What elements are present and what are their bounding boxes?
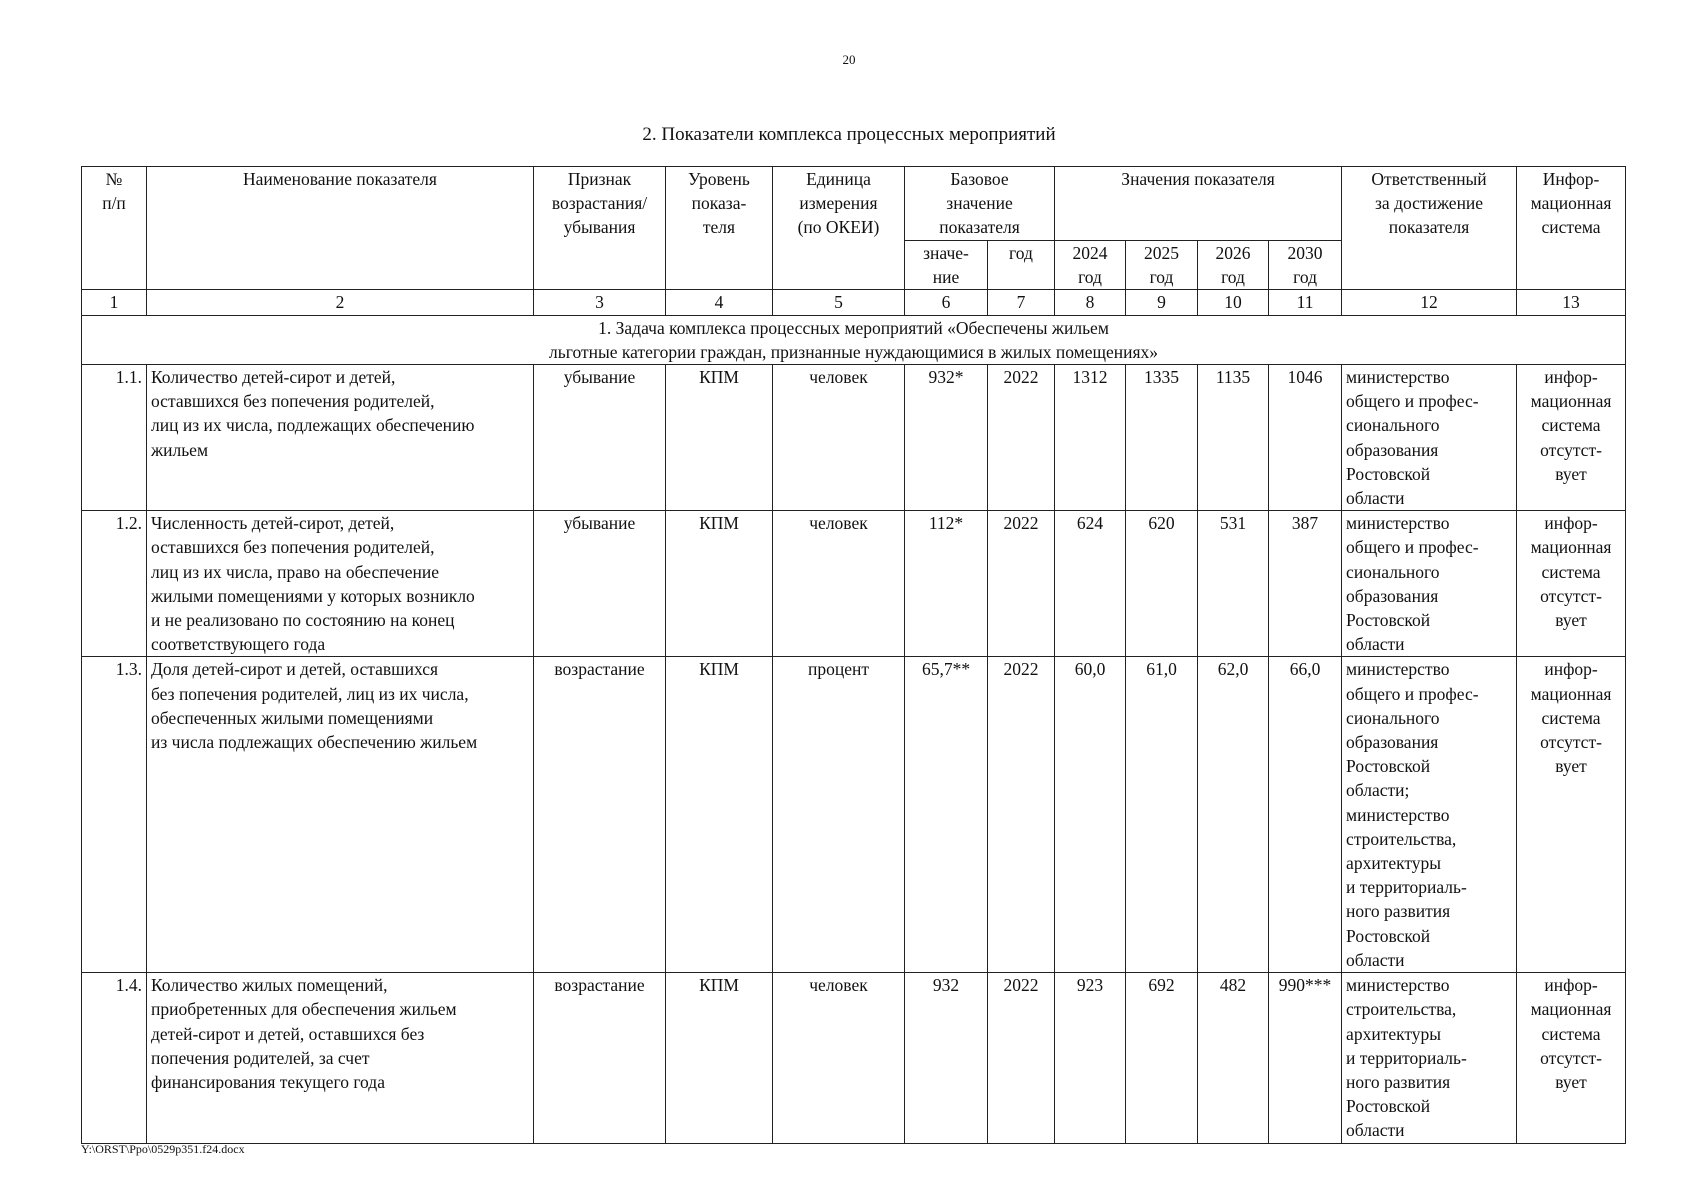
value-2025: 692 xyxy=(1126,973,1198,1143)
value-2026: 62,0 xyxy=(1198,657,1269,973)
value-2026: 482 xyxy=(1198,973,1269,1143)
row-num: 1.2. xyxy=(82,511,147,657)
table-row xyxy=(82,511,1626,657)
indicators-table xyxy=(81,166,1626,1144)
column-number: 10 xyxy=(1198,290,1269,315)
header-level: Уровень показа- теля xyxy=(666,167,773,290)
column-number: 1 xyxy=(82,290,147,315)
column-number: 2 xyxy=(147,290,534,315)
table-row xyxy=(82,365,1626,511)
table-row xyxy=(82,657,1626,973)
row-num: 1.4. xyxy=(82,973,147,1143)
header-num: № п/п xyxy=(82,167,147,290)
task-heading-row xyxy=(82,315,1626,364)
page-number: 20 xyxy=(842,52,856,67)
header-sign: Признак возрастания/ убывания xyxy=(534,167,666,290)
column-number-row xyxy=(82,290,1626,315)
info-system: инфор- мационная система отсутст- вует xyxy=(1517,657,1626,973)
base-year: 2022 xyxy=(988,511,1055,657)
header-base-value: значе- ние xyxy=(905,241,988,290)
indicator-level: КПМ xyxy=(666,973,773,1143)
value-2030: 387 xyxy=(1269,511,1342,657)
column-number: 11 xyxy=(1269,290,1342,315)
indicator-level: КПМ xyxy=(666,511,773,657)
value-2025: 620 xyxy=(1126,511,1198,657)
value-2030: 990*** xyxy=(1269,973,1342,1143)
column-number: 12 xyxy=(1342,290,1517,315)
header-responsible: Ответственный за достижение показателя xyxy=(1342,167,1517,290)
indicator-name: Численность детей-сирот, детей, оставшихся без попечения родителей, лиц из их числа, право на обеспечение жилыми помещениями у которых возникло и не реализовано по состоянию на конец соответствующего года xyxy=(147,511,534,657)
indicator-name: Доля детей-сирот и детей, оставшихся без попечения родителей, лиц из их числа, обеспеченных жилыми помещениями из числа подлежащих обеспечению жильем xyxy=(147,657,534,973)
trend-sign: убывание xyxy=(534,511,666,657)
header-values: Значения показателя xyxy=(1055,167,1342,241)
column-number: 13 xyxy=(1517,290,1626,315)
header-base: Базовое значение показателя xyxy=(905,167,1055,241)
column-number: 8 xyxy=(1055,290,1126,315)
column-number: 5 xyxy=(773,290,905,315)
base-year: 2022 xyxy=(988,973,1055,1143)
base-year: 2022 xyxy=(988,365,1055,511)
value-2025: 61,0 xyxy=(1126,657,1198,973)
unit: человек xyxy=(773,511,905,657)
base-value: 932 xyxy=(905,973,988,1143)
indicator-level: КПМ xyxy=(666,365,773,511)
header-row-top xyxy=(82,167,1626,241)
base-value: 65,7** xyxy=(905,657,988,973)
info-system: инфор- мационная система отсутст- вует xyxy=(1517,973,1626,1143)
info-system: инфор- мационная система отсутст- вует xyxy=(1517,511,1626,657)
base-value: 112* xyxy=(905,511,988,657)
base-value: 932* xyxy=(905,365,988,511)
unit: человек xyxy=(773,365,905,511)
header-year-2030: 2030 год xyxy=(1269,241,1342,290)
indicator-name: Количество детей-сирот и детей, оставшихся без попечения родителей, лиц из их числа, подлежащих обеспечению жильем xyxy=(147,365,534,511)
value-2024: 60,0 xyxy=(1055,657,1126,973)
responsible: министерство общего и профес- сионального образования Ростовской области xyxy=(1342,511,1517,657)
header-base-year: год xyxy=(988,241,1055,290)
unit: человек xyxy=(773,973,905,1143)
value-2024: 1312 xyxy=(1055,365,1126,511)
column-number: 4 xyxy=(666,290,773,315)
value-2025: 1335 xyxy=(1126,365,1198,511)
value-2030: 1046 xyxy=(1269,365,1342,511)
file-path-footer: Y:\ORST\Ppo\0529p351.f24.docx xyxy=(81,1142,245,1156)
info-system: инфор- мационная система отсутст- вует xyxy=(1517,365,1626,511)
header-year-2025: 2025 год xyxy=(1126,241,1198,290)
table-row xyxy=(82,973,1626,1143)
value-2026: 531 xyxy=(1198,511,1269,657)
trend-sign: возрастание xyxy=(534,973,666,1143)
column-number: 9 xyxy=(1126,290,1198,315)
responsible: министерство общего и профес- сионального образования Ростовской области xyxy=(1342,365,1517,511)
trend-sign: убывание xyxy=(534,365,666,511)
header-year-2024: 2024 год xyxy=(1055,241,1126,290)
header-year-2026: 2026 год xyxy=(1198,241,1269,290)
responsible: министерство строительства, архитектуры и территориаль- ного развития Ростовской области xyxy=(1342,973,1517,1143)
indicator-level: КПМ xyxy=(666,657,773,973)
value-2024: 923 xyxy=(1055,973,1126,1143)
column-number: 3 xyxy=(534,290,666,315)
responsible: министерство общего и профес- сионального образования Ростовской области; министерство строительства, архитектуры и территориаль- ного развития Ростовской области xyxy=(1342,657,1517,973)
value-2030: 66,0 xyxy=(1269,657,1342,973)
header-name: Наименование показателя xyxy=(147,167,534,290)
task-heading: 1. Задача комплекса процессных мероприятий «Обеспечены жильем льготные категории граждан, признанные нуждающимися в жилых помещениях» xyxy=(82,315,1626,364)
value-2024: 624 xyxy=(1055,511,1126,657)
header-system: Инфор- мационная система xyxy=(1517,167,1626,290)
base-year: 2022 xyxy=(988,657,1055,973)
unit: процент xyxy=(773,657,905,973)
indicator-name: Количество жилых помещений, приобретенных для обеспечения жильем детей-сирот и детей, оставшихся без попечения родителей, за счет финансирования текущего года xyxy=(147,973,534,1143)
header-unit: Единица измерения (по ОКЕИ) xyxy=(773,167,905,290)
column-number: 6 xyxy=(905,290,988,315)
row-num: 1.3. xyxy=(82,657,147,973)
trend-sign: возрастание xyxy=(534,657,666,973)
value-2026: 1135 xyxy=(1198,365,1269,511)
column-number: 7 xyxy=(988,290,1055,315)
row-num: 1.1. xyxy=(82,365,147,511)
page-title: 2. Показатели комплекса процессных мероприятий xyxy=(642,124,1056,145)
